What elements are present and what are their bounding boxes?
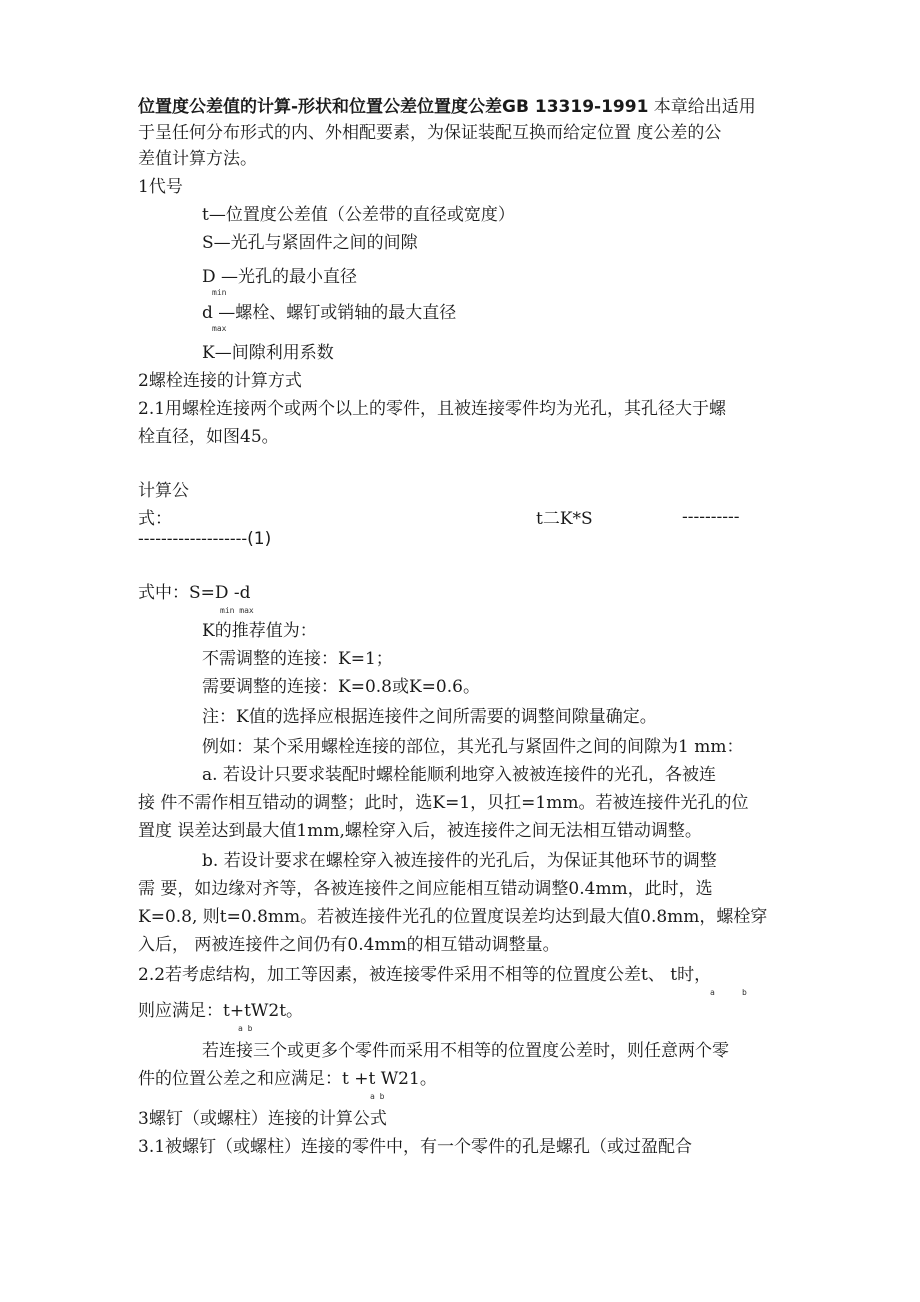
example-b-line-3: K=0.8, 则t=0.8mm。若被连接件光孔的位置度误差均达到最大值0.8mm，螺栓穿: [138, 907, 768, 927]
example-intro: 例如：某个采用螺栓连接的部位，其光孔与紧固件之间的间隙为1 mm：: [202, 737, 744, 757]
para-2-2-line-4: 件的位置公差之和应满足：t +t W21。: [138, 1069, 437, 1089]
formula-leader-1: ----------: [682, 507, 740, 527]
p22-line-4-subscript: a b: [370, 1092, 385, 1101]
section-3-heading: 3螺钉（或螺柱）连接的计算公式: [138, 1109, 387, 1129]
example-b-line-1: b. 若设计要求在螺栓穿入被连接件的光孔后，为保证其他环节的调整: [202, 851, 717, 871]
formula-number: (1): [247, 529, 272, 549]
k-adjust: 需要调整的连接：K=0.8或K=0.6。: [202, 677, 480, 697]
formula-where-subscript: min max: [220, 606, 254, 615]
symbol-d-min: D —光孔的最小直径: [202, 267, 358, 287]
formula-where: 式中：S=D -d: [138, 583, 251, 603]
para-2-2-line-2: 则应满足：t+tW2t。: [138, 1001, 304, 1021]
formula-label-line-2: 式：: [138, 509, 172, 529]
intro-line-3: 差值计算方法。: [138, 149, 257, 169]
k-recommended: K的推荐值为：: [202, 621, 317, 641]
example-b-line-2: 需 要，如边缘对齐等，各被连接件之间应能相互错动调整0.4mm，此时，选: [138, 879, 713, 899]
example-a-line-1: a. 若设计只要求装配时螺栓能顺利地穿入被被连接件的光孔，各被连: [202, 765, 716, 785]
formula-expression: t二K*S: [536, 509, 593, 529]
symbol-s: S—光孔与紧固件之间的间隙: [202, 233, 418, 253]
intro-line-2: 于呈任何分布形式的内、外相配要素，为保证装配互换而给定位置 度公差的公: [138, 123, 722, 143]
intro-line-1: [138, 96, 756, 118]
para-2-2-line-1: 2.2若考虑结构，加工等因素，被连接零件采用不相等的位置度公差t、 t时，: [138, 965, 712, 985]
example-a-line-3: 置度 误差达到最大值1mm,螺栓穿入后，被连接件之间无法相互错动调整。: [138, 821, 702, 841]
example-b-line-4: 入后， 两被连接件之间仍有0.4mm的相互错动调整量。: [138, 935, 560, 955]
p22-line-2-subscript: a b: [238, 1024, 253, 1033]
para-2-2-line-3: 若连接三个或更多个零件而采用不相等的位置度公差时，则任意两个零: [202, 1041, 729, 1061]
formula-leader-2-line: [138, 528, 271, 550]
para-2-1-line-2: 栓直径，如图45。: [138, 427, 279, 447]
d-min-subscript: min: [212, 288, 227, 297]
document-title: 位置度公差值的计算-形状和位置公差位置度公差GB 13319-1991: [138, 97, 649, 117]
para-2-1-line-1: 2.1用螺栓连接两个或两个以上的零件，且被连接零件均为光孔，其孔径大于螺: [138, 399, 727, 419]
formula-label-line-1: 计算公: [138, 481, 189, 501]
section-1-heading: 1代号: [138, 177, 183, 197]
para-3-1-line-1: 3.1被螺钉（或螺柱）连接的零件中，有一个零件的孔是螺孔（或过盈配合: [138, 1137, 693, 1157]
note: 注：K值的选择应根据连接件之间所需要的调整间隙量确定。: [202, 707, 657, 727]
d-max-subscript: max: [212, 324, 227, 333]
section-2-heading: 2螺栓连接的计算方式: [138, 371, 302, 391]
p22-subscript-a: a: [710, 988, 715, 997]
formula-leader-2: -------------------: [138, 529, 248, 549]
k-no-adjust: 不需调整的连接：K=1；: [202, 649, 393, 669]
p22-subscript-b: b: [742, 988, 747, 997]
symbol-t: t—位置度公差值（公差带的直径或宽度）: [202, 205, 515, 225]
intro-text-1: 本章给出适用: [648, 97, 756, 117]
symbol-k: K—间隙利用系数: [202, 343, 334, 363]
example-a-line-2: 接 件不需作相互错动的调整；此时，选K=1，贝扛=1mm。若被连接件光孔的位: [138, 793, 749, 813]
symbol-d-max: d —螺栓、螺钉或销轴的最大直径: [202, 303, 457, 323]
